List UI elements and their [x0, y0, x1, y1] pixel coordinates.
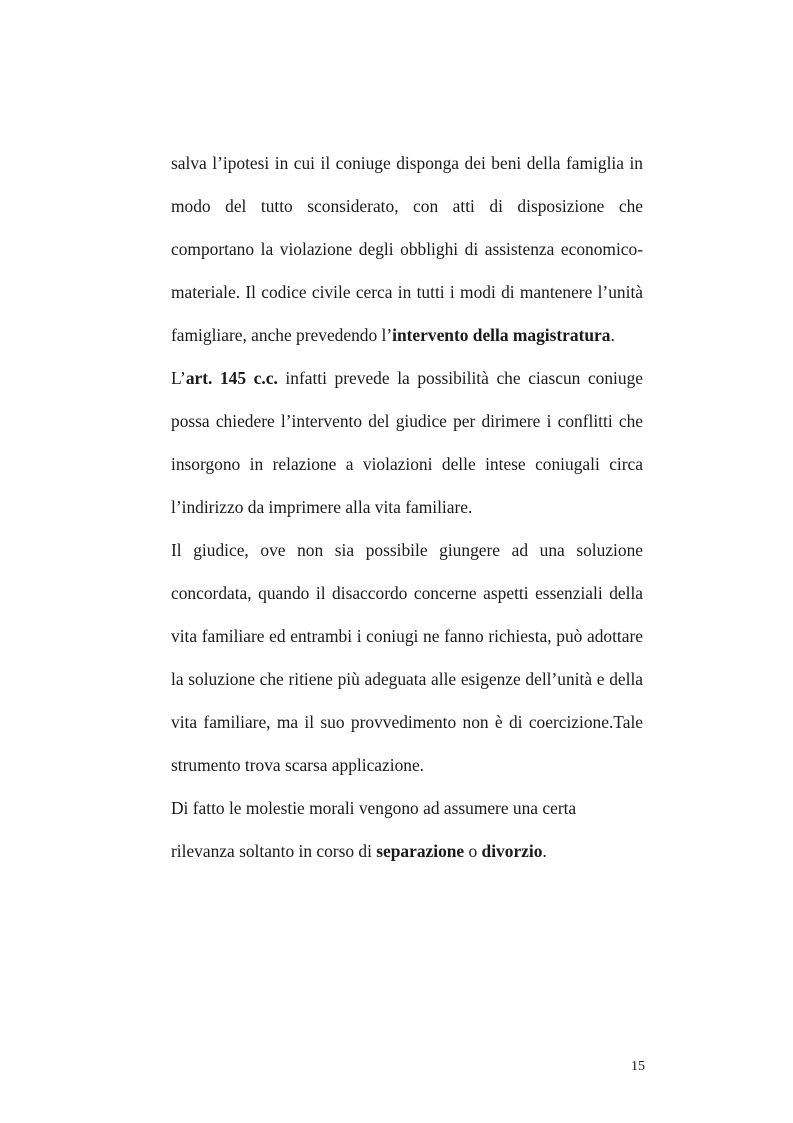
text-segment: o [464, 841, 482, 861]
bold-term-divorzio: divorzio [481, 841, 543, 861]
paragraph-moral-harassment [171, 787, 643, 873]
bold-term-intervento: intervento della magistratura [392, 325, 611, 345]
text-segment: infatti prevede la possibilità che ciascun coniuge possa chiedere l’intervento del giudice per dirimere i conflitti che insorgono in relazione a violazioni delle intese coniugali circa l’indirizzo da imprimere alla vita familiare. [171, 368, 643, 517]
page-number: 15 [631, 1059, 645, 1074]
paragraph-judge-solution [171, 529, 643, 787]
text-segment: salva l’ipotesi in cui il coniuge disponga dei beni della famiglia in modo del tutto sconsiderato, con atti di disposizione che comportano la violazione degli obblighi di assistenza economico-materiale. Il codice civile cerca in tutti i modi di mantenere l’unità famigliare, anche prevedendo l’ [171, 153, 643, 345]
body-text [171, 142, 643, 873]
paragraph-art-145 [171, 357, 643, 529]
text-segment: . [542, 841, 547, 861]
bold-term-art-145: art. 145 c.c. [185, 368, 278, 388]
paragraph-marital-assets [171, 142, 643, 357]
text-segment: . [610, 325, 615, 345]
text-segment: Di fatto le molestie morali vengono ad assumere una certa rilevanza soltanto in corso di [171, 798, 577, 861]
bold-term-separazione: separazione [376, 841, 465, 861]
text-segment: L’ [171, 368, 186, 388]
text-segment: Il giudice, ove non sia possibile giungere ad una soluzione concordata, quando il disaccordo concerne aspetti essenziali della vita familiare ed entrambi i coniugi ne fanno richiesta, può adottare la soluzione che ritiene più adeguata alle esigenze dell’unità e della vita familiare, ma il suo provvedimento non è di coercizione.Tale strumento trova scarsa applicazione. [171, 540, 643, 775]
